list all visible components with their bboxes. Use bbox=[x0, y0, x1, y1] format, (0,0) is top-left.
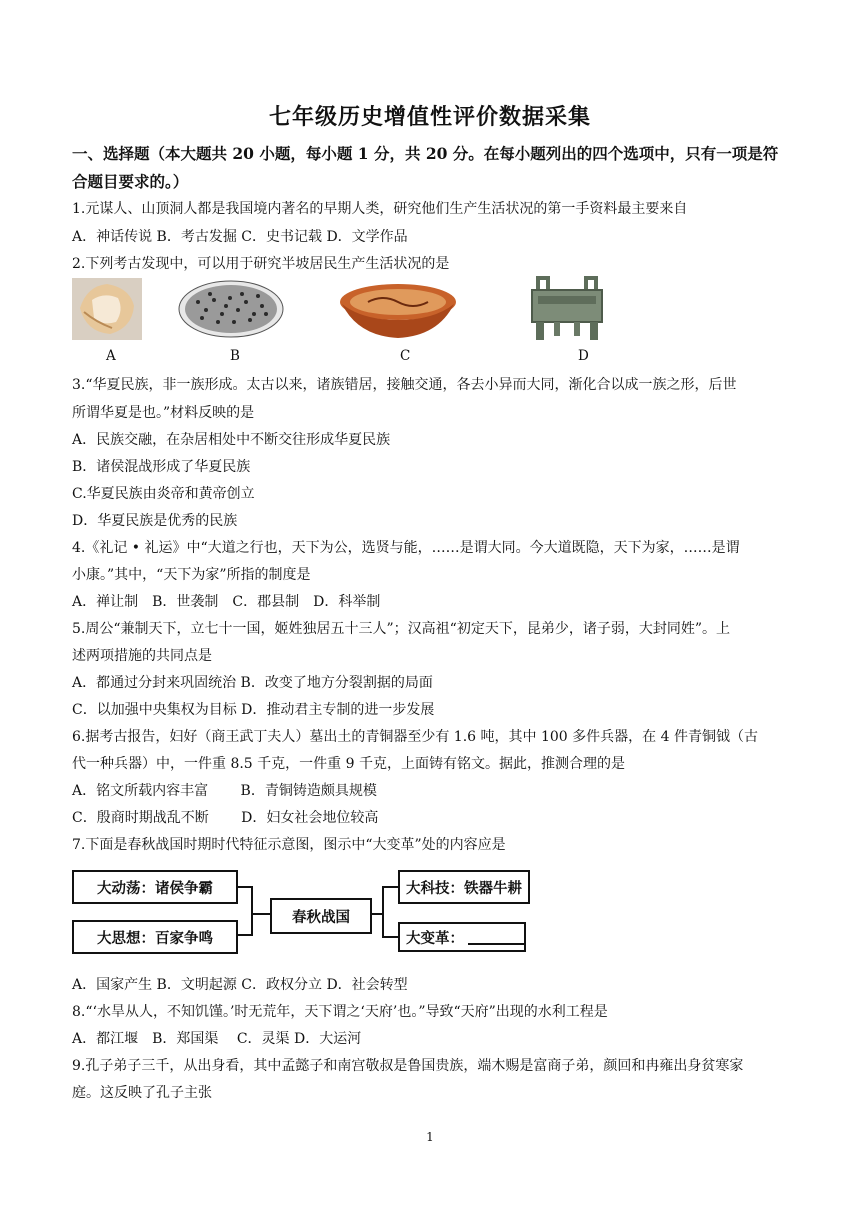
q7-options: A．国家产生 B．文明起源 C．政权分立 D．社会转型 bbox=[72, 977, 408, 993]
q2-stem: 2.下列考古发现中，可以用于研究半坡居民生产生活状况的是 bbox=[72, 256, 450, 272]
connector-line bbox=[382, 886, 384, 938]
q3-option-b: B．诸侯混战形成了华夏民族 bbox=[72, 459, 251, 475]
answer-blank bbox=[468, 930, 524, 945]
q4-options: A．禅让制 B．世袭制 C．郡县制 D．科举制 bbox=[72, 594, 381, 610]
diagram-box-left-bottom: 大思想：百家争鸣 bbox=[72, 920, 238, 954]
page-title: 七年级历史增值性评价数据采集 bbox=[268, 104, 591, 130]
q3-option-c: C.华夏民族由炎帝和黄帝创立 bbox=[72, 486, 255, 502]
q8-stem: 8.“‘水旱从人，不知饥馑。’时无荒年，天下谓之‘天府’也。”导致“天府”出现的水利工程是 bbox=[72, 1004, 608, 1020]
q6-options-cd: C．殷商时期战乱不断 D．妇女社会地位较高 bbox=[72, 810, 379, 826]
connector-line bbox=[251, 913, 270, 915]
q4-stem-line1: 4.《礼记 • 礼运》中“大道之行也，天下为公，选贤与能，……是谓大同。今大道既隐，天下为家，……是谓 bbox=[72, 540, 740, 556]
q3-stem-line2: 所谓华夏是也。”材料反映的是 bbox=[72, 405, 255, 421]
diagram-box-left-top: 大动荡：诸侯争霸 bbox=[72, 870, 238, 904]
stone-tool-icon bbox=[72, 278, 142, 340]
q6-stem-line2: 代一种兵器）中，一件重 8.5 千克，一件重 9 千克，上面铸有铭文。据此，推测合理的是 bbox=[72, 756, 625, 772]
q1-options: A．神话传说 B．考古发掘 C．史书记载 D．文学作品 bbox=[72, 229, 408, 245]
q3-stem-line1: 3.“华夏民族，非一族形成。太古以来，诸族错居，接触交通，各去小异而大同，渐化合以成一族之形，后世 bbox=[72, 377, 737, 393]
q3-option-a: A．民族交融，在杂居相处中不断交往形成华夏民族 bbox=[72, 432, 391, 448]
q9-stem-line1: 9.孔子弟子三千，从出身看，其中孟懿子和南宫敬叔是鲁国贵族，端木赐是富商子弟，颜回和冉雍出身贫寒家 bbox=[72, 1058, 744, 1074]
q2-label-a: A bbox=[106, 348, 116, 364]
q2-label-c: C bbox=[400, 348, 411, 364]
bronze-ding-icon bbox=[524, 276, 610, 342]
q5-stem-line1: 5.周公“兼制天下，立七十一国，姬姓独居五十三人”；汉高祖“初定天下，昆弟少，诸子弱，大封同姓”。上 bbox=[72, 621, 730, 637]
connector-line bbox=[382, 886, 398, 888]
q1-stem: 1.元谋人、山顶洞人都是我国境内著名的早期人类，研究他们生产生活状况的第一手资料最主要来自 bbox=[72, 201, 688, 217]
q5-options-cd: C．以加强中央集权为目标 D．推动君主专制的进一步发展 bbox=[72, 702, 435, 718]
painted-pottery-basin-icon bbox=[338, 280, 458, 340]
carbonized-grain-icon bbox=[178, 280, 284, 338]
diagram-right-bottom-label: 大变革： bbox=[406, 929, 464, 947]
q9-stem-line2: 庭。这反映了孔子主张 bbox=[72, 1085, 212, 1101]
q4-stem-line2: 小康。”其中，“天下为家”所指的制度是 bbox=[72, 567, 311, 583]
q2-label-b: B bbox=[230, 348, 240, 364]
connector-line bbox=[251, 886, 253, 936]
q5-options-ab: A．都通过分封来巩固统治 B．改变了地方分裂割据的局面 bbox=[72, 675, 433, 691]
connector-line bbox=[236, 934, 252, 936]
q6-stem-line1: 6.据考古报告，妇好（商王武丁夫人）墓出土的青铜器至少有 1.6 吨，其中 100 多件兵器，在 4 件青铜钺（古 bbox=[72, 729, 758, 745]
section-heading: 一、选择题（本大题共 20 小题，每小题 1 分，共 20 分。在每小题列出的四个选项中，只有一项是符合题目要求的。） bbox=[72, 144, 779, 191]
diagram-box-right-top: 大科技：铁器牛耕 bbox=[398, 870, 530, 904]
connector-line bbox=[236, 886, 252, 888]
page-number: 1 bbox=[426, 1130, 434, 1144]
connector-line bbox=[382, 936, 398, 938]
q6-options-ab: A．铭文所载内容丰富 B．青铜铸造颇具规模 bbox=[72, 783, 377, 799]
q5-stem-line2: 述两项措施的共同点是 bbox=[72, 648, 212, 664]
diagram-box-center: 春秋战国 bbox=[270, 898, 372, 934]
q3-option-d: D．华夏民族是优秀的民族 bbox=[72, 513, 238, 529]
q2-label-d: D bbox=[578, 348, 589, 364]
q8-options: A．都江堰 B．郑国渠 C．灵渠 D．大运河 bbox=[72, 1031, 362, 1047]
q7-stem: 7.下面是春秋战国时期时代特征示意图，图示中“大变革”处的内容应是 bbox=[72, 837, 506, 853]
diagram-box-right-bottom bbox=[398, 922, 526, 952]
